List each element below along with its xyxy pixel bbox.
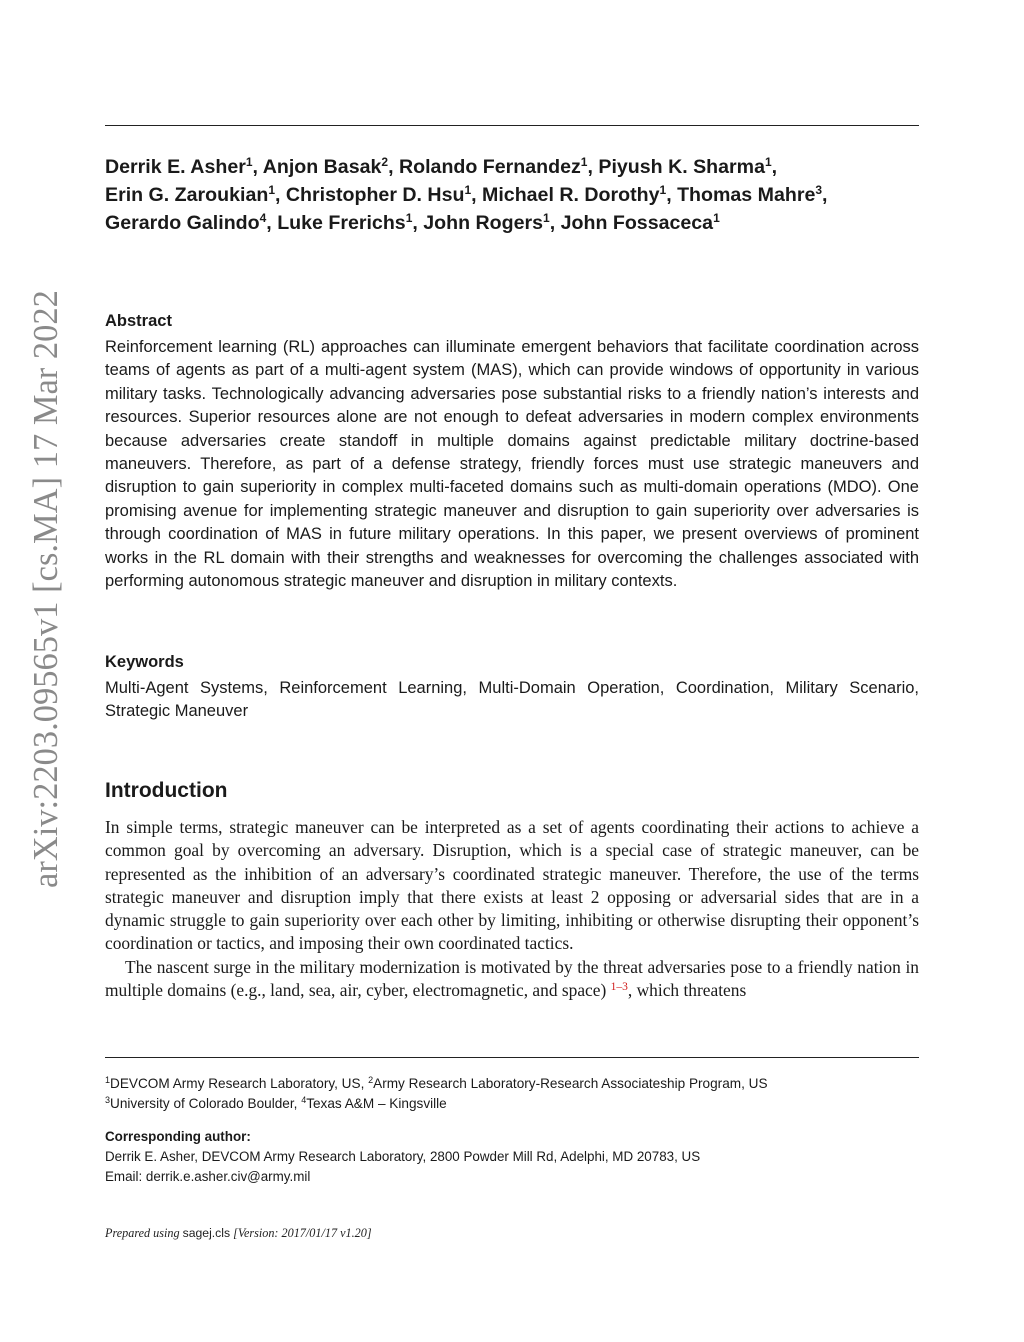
affiliations (105, 1074, 919, 1114)
affiliation-line: $^1$DEVCOM Army Research Laboratory, US, $^2$Army Research Laboratory-Research Associateship Program, US (105, 1075, 768, 1091)
keywords-heading: Keywords (105, 653, 184, 671)
abstract-heading: Abstract (105, 312, 172, 330)
introduction-heading: Introduction (105, 779, 228, 802)
author: Erin G. Zaroukian$^1$, (105, 183, 286, 206)
author: Gerardo Galindo$^4$, (105, 211, 278, 234)
author: Piyush K. Sharma$^1$, (598, 155, 778, 178)
prepared-using-footer: Prepared using sagej.cls [Version: 2017/01/17 v1.20] (105, 1226, 372, 1240)
author: Christopher D. Hsu$^1$, (285, 183, 483, 206)
abstract-text: Reinforcement learning (RL) approaches can illuminate emergent behaviors that facilitate coordination across teams of agents as part of a multi-agent system (MAS), which can provide windows of opportunity in various military tasks. Technologically advancing adversaries pose substantial risks to a friendly nation’s interests and resources. Superior resources alone are not enough to defeat adversaries in modern complex environments because adversaries create standoff in multiple domains against predictable military doctrine-based maneuvers. Therefore, as part of a defense strategy, friendly forces must use strategic maneuvers and disruption to gain superiority in complex multi-faceted domains such as multi-domain operations (MDO). One promising avenue for implementing strategic maneuver and disruption to gain superiority over adversaries is through coordination of MAS in future military operations. In this paper, we present overviews of prominent works in the RL domain with their strengths and weaknesses for overcoming the challenges associated with performing autonomous strategic maneuver and disruption in military contexts. (105, 338, 919, 591)
affiliation-line: $^3$University of Colorado Boulder, $^4$Texas A&M – Kingsville (105, 1095, 447, 1111)
keywords-text: Multi-Agent Systems, Reinforcement Learning, Multi-Domain Operation, Coordination, Military Scenario, Strategic Maneuver (105, 679, 919, 721)
author: John Fossaceca$^1$ (560, 211, 720, 234)
author: John Rogers$^1$, (423, 211, 561, 234)
introduction-paragraph-1: In simple terms, strategic maneuver can be interpreted as a set of agents coordinating their actions to achieve a common goal by overcoming an adversary. Disruption, which is a special case of strategic maneuver, can be represented as the inhibition of an adversary’s coordinated strategic maneuver. Therefore, the use of the terms strategic maneuver and disruption imply that there exists at least 2 opposing or adversarial sides that are in a dynamic struggle to gain superiority over each other by limiting, inhibiting or otherwise disrupting their opponent’s coordination or tactics, and imposing their own coordinated tactics. (105, 817, 919, 954)
corresponding-author-details (105, 1147, 700, 1186)
footnote-rule (105, 1057, 919, 1058)
corresponding-author-email: Email: derrik.e.asher.civ@army.mil (105, 1168, 311, 1184)
corresponding-author-heading: Corresponding author: (105, 1129, 251, 1144)
author-list (105, 153, 905, 237)
corresponding-author-address: Derrik E. Asher, DEVCOM Army Research Laboratory, 2800 Powder Mill Rd, Adelphi, MD 20783, US (105, 1149, 701, 1164)
author: Anjon Basak$^2$, (262, 155, 399, 178)
citation-link[interactable]: 1–3 (610, 981, 628, 994)
introduction-body (105, 816, 919, 1002)
introduction-paragraph-2: The nascent surge in the military modernization is motivated by the threat adversaries pose to a friendly nation in multiple domains (e.g., land, sea, air, cyber, electromagnetic, and space) $^{1-3}$, which threatens (105, 956, 919, 1001)
author: Thomas Mahre$^3$, (677, 183, 828, 206)
author: Derrik E. Asher$^1$, (105, 155, 263, 178)
arxiv-identifier-stamp: arXiv:2203.09565v1 [cs.MA] 17 Mar 2022 (27, 290, 65, 888)
author: Luke Frerichs$^1$, (277, 211, 424, 234)
author: Michael R. Dorothy$^1$, (482, 183, 678, 206)
header-rule (105, 125, 919, 126)
author: Rolando Fernandez$^1$, (398, 155, 599, 178)
